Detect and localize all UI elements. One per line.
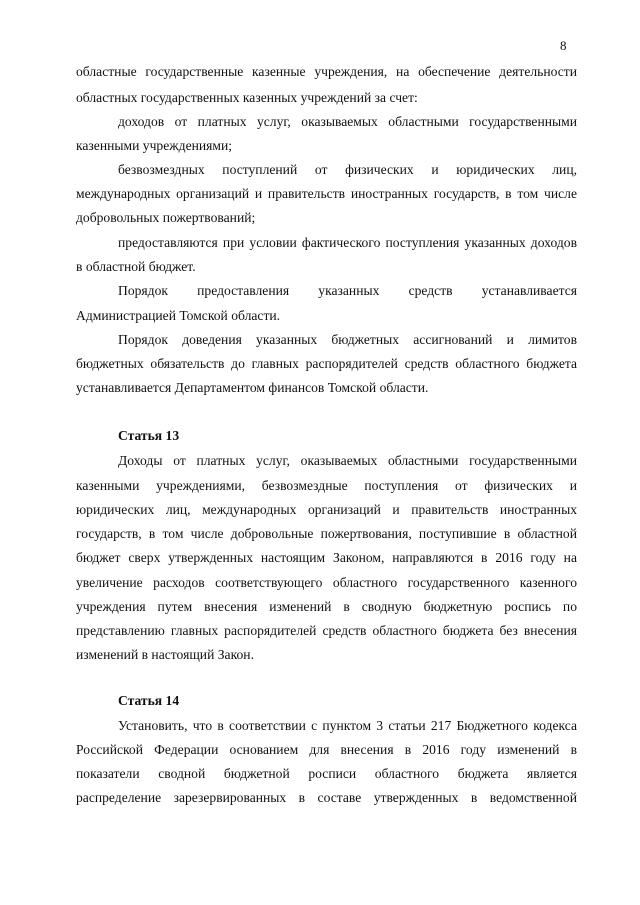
- text-line: Российской Федерации основанием для внесения в 2016 году изменений в: [76, 742, 577, 757]
- text-line: изменений в настоящий Закон.: [76, 647, 254, 662]
- text-line: представлению главных распорядителей средств областного бюджета без внесения: [76, 623, 577, 638]
- text-line: областные государственные казенные учреждения, на обеспечение деятельности: [76, 64, 577, 79]
- text-line: казенными учреждениями, безвозмездные поступления от физических и: [76, 478, 577, 493]
- text-line: Администрацией Томской области.: [76, 308, 281, 323]
- text-line: областных государственных казенных учреждений за счет:: [76, 90, 418, 105]
- text-line: устанавливается Департаментом финансов Томской области.: [76, 380, 429, 395]
- text-line: добровольных пожертвований;: [76, 210, 256, 225]
- text-line: бюджет сверх утвержденных настоящим Законом, направляются в 2016 году на: [76, 550, 577, 565]
- text-line: доходов от платных услуг, оказываемых областными государственными: [118, 114, 577, 129]
- article-14-heading: Статья 14: [118, 693, 180, 708]
- text-line: бюджетных обязательств до главных распорядителей средств областного бюджета: [76, 356, 577, 371]
- text-line: показатели сводной бюджетной росписи областного бюджета является: [76, 766, 577, 781]
- text-line: юридических лиц, международных организаций и правительств иностранных: [76, 502, 577, 517]
- text-line: безвозмездных поступлений от физических и юридических лиц,: [118, 162, 577, 177]
- text-line: государств, в том числе добровольные пожертвования, поступившие в областной: [76, 526, 577, 541]
- page-number: 8: [560, 38, 567, 53]
- text-line: предоставляются при условии фактического поступления указанных доходов: [118, 235, 577, 250]
- text-line: в областной бюджет.: [76, 259, 196, 274]
- text-line: Установить, что в соответствии с пунктом 3 статьи 217 Бюджетного кодекса: [118, 718, 577, 733]
- text-line: учреждения путем внесения изменений в сводную бюджетную роспись по: [76, 599, 577, 614]
- text-line: Порядок доведения указанных бюджетных ассигнований и лимитов: [118, 332, 577, 347]
- text-line: распределение зарезервированных в составе утвержденных в ведомственной: [76, 790, 577, 805]
- text-line: Доходы от платных услуг, оказываемых областными государственными: [118, 453, 577, 468]
- text-line: международных организаций и правительств иностранных государств, в том числе: [76, 186, 577, 201]
- text-line: Порядок предоставления указанных средств устанавливается: [118, 283, 577, 298]
- text-line: казенными учреждениями;: [76, 138, 233, 153]
- article-13-heading: Статья 13: [118, 428, 180, 443]
- text-line: увеличение расходов соответствующего областного государственного казенного: [76, 575, 577, 590]
